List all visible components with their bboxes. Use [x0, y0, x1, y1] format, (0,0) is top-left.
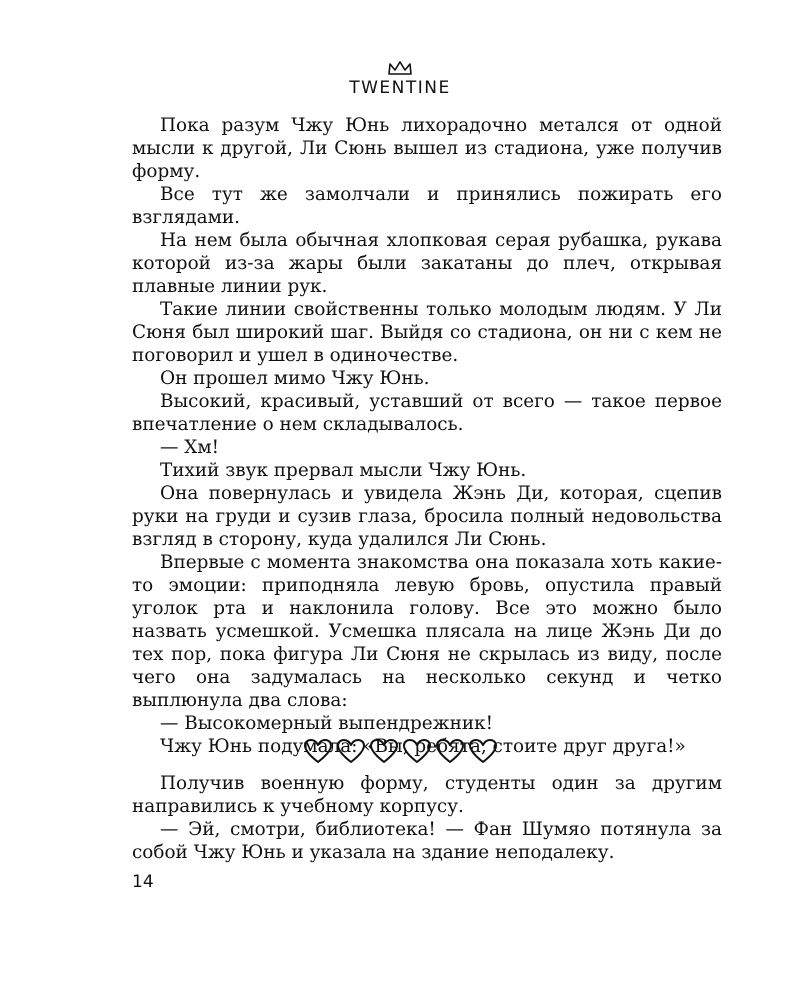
running-header: [0, 60, 800, 98]
paragraph: Он прошел мимо Чжу Юнь.: [160, 368, 430, 389]
page-number: 14: [132, 872, 154, 892]
brand-title: TWENTINE: [349, 78, 451, 98]
paragraph: Получив военную форму, студенты один за другим направились к учебному корпусу.: [132, 773, 722, 817]
heart-outline-icon: [435, 738, 465, 764]
paragraph: Все тут же замолчали и принялись пожирать его взглядами.: [132, 184, 722, 228]
heart-outline-icon: [303, 738, 333, 764]
crown-icon: [386, 60, 414, 76]
section-divider: [0, 738, 800, 764]
heart-outline-icon: [336, 738, 366, 764]
paragraph: На нем была обычная хлопковая серая рубашка, рукава которой из-за жары были закатаны до плеч, открывая плавные линии рук.: [132, 230, 722, 297]
paragraph: Она повернулась и увидела Жэнь Ди, которая, сцепив руки на груди и сузив глаза, бросила полный недовольства взгляд в сторону, куда удалился Ли Сюнь.: [132, 483, 722, 550]
paragraph: — Хм!: [160, 437, 220, 458]
body-text-bottom: [132, 772, 722, 864]
paragraph: Чжу Юнь подумала: «Вы, ребята, стоите друг друга!»: [160, 736, 686, 757]
paragraph: Пока разум Чжу Юнь лихорадочно метался от одной мысли к другой, Ли Сюнь вышел из стадиона, уже получив форму.: [132, 115, 722, 182]
paragraph: Высокий, красивый, уставший от всего — такое первое впечатление о нем складывалось.: [132, 391, 722, 435]
heart-outline-icon: [369, 738, 399, 764]
paragraph: Впервые с момента знакомства она показала хоть какие-то эмоции: приподняла левую бровь, опустила правый уголок рта и наклонила голову. Все это можно было назвать усмешкой. Усмешка плясала на лице Жэнь Ди до тех пор, пока фигура Ли Сюня не скрылась из виду, после чего она задумалась на несколько секунд и четко выплюнула два слова:: [132, 552, 722, 711]
heart-outline-icon: [402, 738, 432, 764]
paragraph: Тихий звук прервал мысли Чжу Юнь.: [160, 460, 527, 481]
paragraph: Такие линии свойственны только молодым людям. У Ли Сюня был широкий шаг. Выйдя со стадиона, он ни с кем не поговорил и ушел в одиночестве.: [132, 299, 722, 366]
paragraph: — Высокомерный выпендрежник!: [160, 713, 493, 734]
heart-outline-icon: [468, 738, 498, 764]
body-text-top: [132, 114, 722, 758]
paragraph: — Эй, смотри, библиотека! — Фан Шумяо потянула за собой Чжу Юнь и указала на здание неподалеку.: [132, 819, 722, 863]
